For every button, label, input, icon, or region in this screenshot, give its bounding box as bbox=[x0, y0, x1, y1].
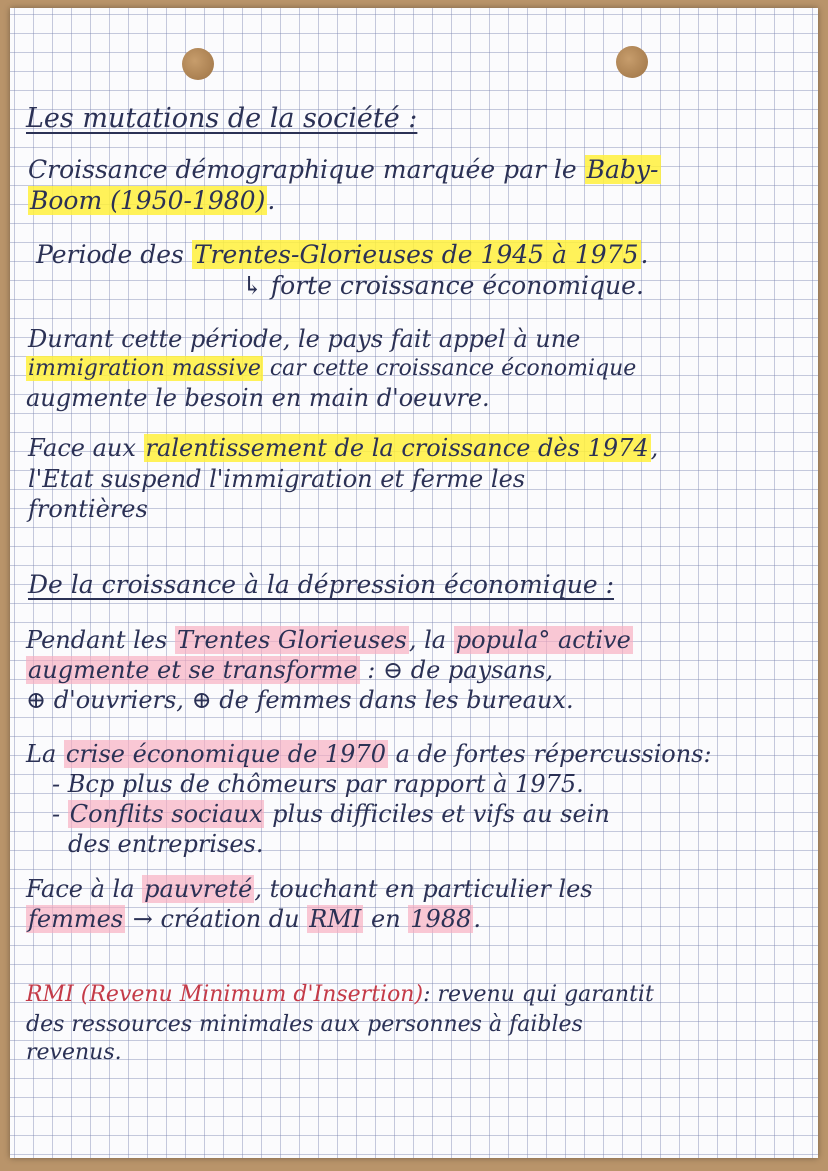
paragraph-crise-line4: des entreprises. bbox=[68, 830, 264, 858]
paragraph-population-line1 bbox=[26, 625, 633, 655]
text: : revenu qui garantit bbox=[423, 982, 654, 1007]
highlight-crise-economique: crise économique de 1970 bbox=[65, 740, 386, 768]
highlight-boom-dates: Boom (1950-1980) bbox=[30, 186, 266, 215]
highlight-femmes: femmes bbox=[28, 905, 124, 933]
text: Croissance démographique marquée par le bbox=[28, 155, 585, 184]
text: : ⊖ de paysans, bbox=[359, 656, 554, 684]
paragraph-crise-line1 bbox=[26, 739, 712, 769]
text: . bbox=[640, 240, 649, 269]
text: - bbox=[52, 800, 68, 828]
punch-hole-right bbox=[616, 46, 648, 78]
page-title: Les mutations de la société : bbox=[26, 103, 418, 134]
text: La bbox=[26, 740, 64, 768]
paragraph-crise-line2: - Bcp plus de chômeurs par rapport à 1975. bbox=[52, 770, 584, 798]
paragraph-pauvrete-line1 bbox=[26, 874, 593, 904]
highlight-immigration-massive: immigration massive bbox=[28, 356, 261, 381]
text: car cette croissance économique bbox=[262, 356, 637, 381]
highlight-rmi: RMI bbox=[309, 905, 362, 933]
text: → création du bbox=[125, 905, 308, 933]
paragraph-ralentissement-line2: l'Etat suspend l'immigration et ferme les bbox=[28, 465, 526, 493]
text: Periode des bbox=[36, 240, 192, 269]
definition-rmi-line3: revenus. bbox=[26, 1040, 122, 1065]
text: . bbox=[473, 905, 481, 933]
highlight-trentes-glorieuses: Trentes-Glorieuses de 1945 à 1975 bbox=[193, 240, 639, 269]
text: . bbox=[267, 186, 276, 215]
text: , la bbox=[408, 626, 454, 654]
text: , bbox=[650, 434, 659, 462]
paragraph-crise-line3 bbox=[52, 799, 610, 829]
text: Face aux bbox=[28, 434, 144, 462]
highlight-pauvrete: pauvreté bbox=[144, 875, 253, 903]
highlight-ralentissement: ralentissement de la croissance dès 1974 bbox=[145, 434, 649, 462]
paragraph-forte-croissance: ↳ forte croissance économique. bbox=[242, 271, 644, 300]
paragraph-ralentissement-line3: frontières bbox=[28, 495, 148, 523]
paragraph-population-line3: ⊕ d'ouvriers, ⊕ de femmes dans les bureaux. bbox=[26, 686, 574, 714]
text: Face à la bbox=[26, 875, 143, 903]
paragraph-immigration-line3: augmente le besoin en main d'oeuvre. bbox=[26, 384, 490, 412]
text: a de fortes répercussions: bbox=[387, 740, 712, 768]
rmi-term: RMI (Revenu Minimum d'Insertion) bbox=[26, 982, 424, 1007]
text: plus difficiles et vifs au sein bbox=[264, 800, 610, 828]
notebook-page bbox=[10, 8, 818, 1158]
highlight-augmente-transforme: augmente et se transforme bbox=[28, 656, 358, 684]
punch-hole-left bbox=[182, 48, 214, 80]
highlight-conflits-sociaux: Conflits sociaux bbox=[69, 800, 263, 828]
highlight-population-active: popula° active bbox=[455, 626, 631, 654]
text: Pendant les bbox=[26, 626, 175, 654]
highlight-1988: 1988 bbox=[410, 905, 472, 933]
text: en bbox=[363, 905, 409, 933]
section-heading-depression: De la croissance à la dépression économique : bbox=[28, 570, 615, 599]
paragraph-immigration-line1: Durant cette période, le pays fait appel à une bbox=[28, 325, 581, 353]
paragraph-ralentissement-line1 bbox=[28, 433, 658, 463]
definition-rmi-line2: des ressources minimales aux personnes à faibles bbox=[26, 1012, 583, 1037]
definition-rmi-line1 bbox=[26, 980, 654, 1010]
paragraph-baby-boom-line2 bbox=[28, 186, 275, 216]
text: , touchant en particulier les bbox=[254, 875, 593, 903]
paragraph-baby-boom-line1 bbox=[28, 155, 661, 185]
paragraph-population-line2 bbox=[26, 655, 553, 685]
paragraph-immigration-line2 bbox=[26, 354, 636, 384]
highlight-baby: Baby- bbox=[586, 155, 659, 184]
highlight-trentes-glorieuses-2: Trentes Glorieuses bbox=[176, 626, 407, 654]
paragraph-pauvrete-line2 bbox=[26, 904, 481, 934]
paragraph-trentes-glorieuses bbox=[36, 240, 648, 270]
